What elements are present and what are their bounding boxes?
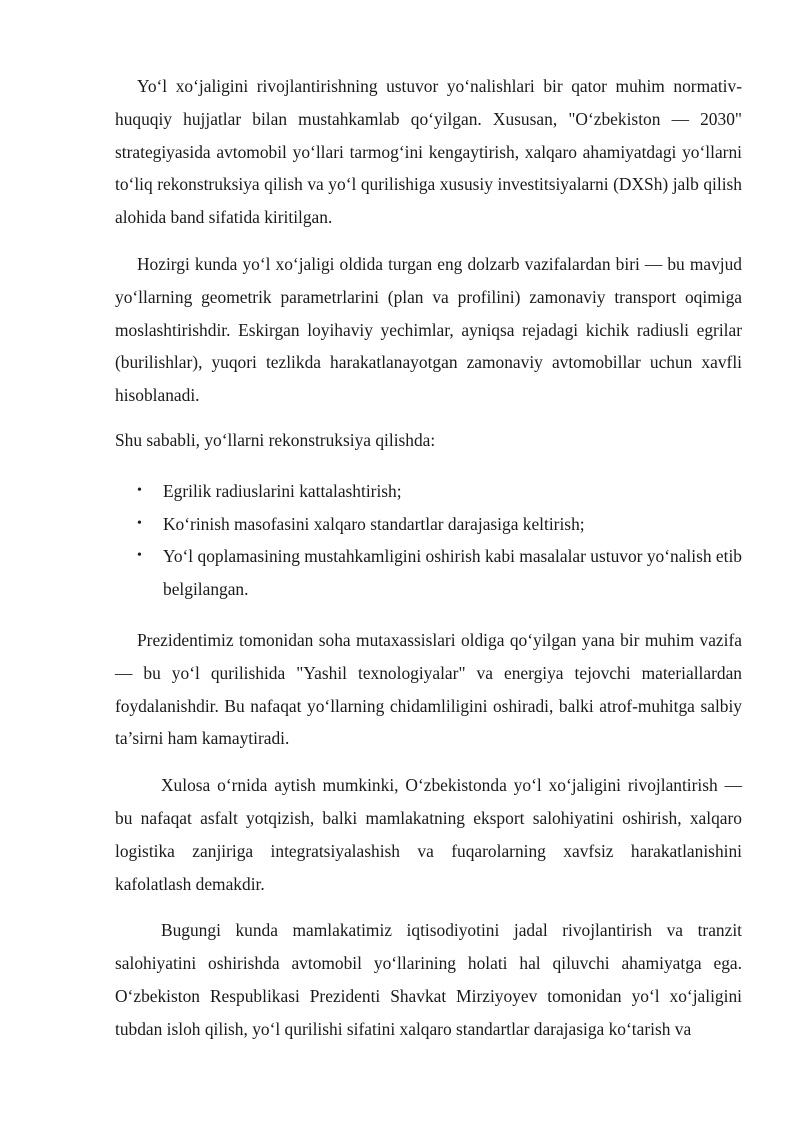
paragraph-conclusion: Xulosa o‘rnida aytish mumkinki, O‘zbekistonda yo‘l xo‘jaligini rivojlantirish — bu nafaqat asfalt yotqizish, balki mamlakatning eksport salohiyatini oshirish, xalqaro logistika zanjiriga integratsiyalashish va fuqarolarning xavfsiz harakatlanishini kafolatlash demakdir.: [115, 775, 742, 894]
list-item-text: Yo‘l qoplamasining mustahkamligini oshirish kabi masalalar ustuvor yo‘nalish etib belgilangan.: [163, 546, 742, 600]
bullet-icon: •: [137, 548, 142, 564]
bullet-list: [115, 475, 742, 606]
list-item-text: Ko‘rinish masofasini xalqaro standartlar darajasiga keltirish;: [163, 513, 585, 534]
document-page: [115, 70, 742, 1046]
list-item-text: Egrilik radiuslarini kattalashtirish;: [163, 480, 402, 501]
bullet-icon: •: [137, 482, 142, 498]
paragraph-current-tasks: Hozirgi kunda yo‘l xo‘jaligi oldida turgan eng dolzarb vazifalardan biri — bu mavjud yo‘llarning geometrik parametrlarini (plan va profilini) zamonaviy transport oqimiga moslashtirishdir. Eskirgan loyihaviy yechimlar, ayniqsa rejadagi kichik radiusli egrilar (burilishlar), yuqori tezlikda harakatlanayotgan zamonaviy avtomobillar uchun xavfli hisoblanadi.: [115, 253, 742, 406]
list-item: [115, 508, 742, 541]
paragraph-list-intro: Shu sababli, yo‘llarni rekonstruksiya qilishda:: [115, 429, 436, 450]
paragraph-normative-basis: Yo‘l xo‘jaligini rivojlantirishning ustuvor yo‘nalishlari bir qator muhim normativ-huquqiy hujjatlar bilan mustahkamlab qo‘yilgan. Xususan, "O‘zbekiston — 2030" strategiyasida avtomobil yo‘llari tarmog‘ini kengaytirish, xalqaro ahamiyatdagi yo‘llarni to‘liq rekonstruksiya qilish va yo‘l qurilishiga xususiy investitsiyalarni (DXSh) jalb qilish alohida band sifatida kiritilgan.: [115, 76, 742, 228]
list-item: [115, 540, 742, 606]
list-item: [115, 475, 742, 508]
paragraph-green-technologies: Prezidentimiz tomonidan soha mutaxassislari oldiga qo‘yilgan yana bir muhim vazifa — bu yo‘l qurilishida "Yashil texnologiyalar" va energiya tejovchi materiallardan foydalanishdir. Bu nafaqat yo‘llarning chidamliligini oshiradi, balki atrof-muhitga salbiy ta’sirni ham kamaytiradi.: [115, 629, 742, 749]
paragraph-today: Bugungi kunda mamlakatimiz iqtisodiyotini jadal rivojlantirish va tranzit salohiyatini oshirishda avtomobil yo‘llarining holati hal qiluvchi ahamiyatga ega. O‘zbekiston Respublikasi Prezidenti Shavkat Mirziyoyev tomonidan yo‘l xo‘jaligini tubdan isloh qilish, yo‘l qurilishi sifatini xalqaro standartlar darajasiga ko‘tarish va: [115, 920, 742, 1039]
bullet-icon: •: [137, 515, 142, 531]
